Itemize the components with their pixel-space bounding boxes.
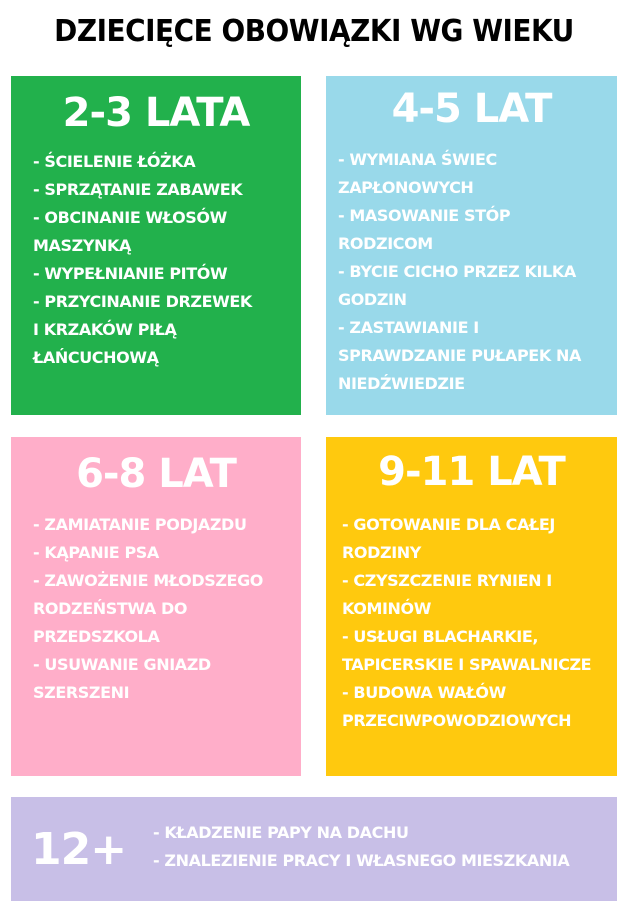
chore-item: SPRAWDZANIE PUŁAPEK NA [338,346,581,365]
chore-item: - BUDOWA WAŁÓW [342,683,506,702]
chore-item: ZAPŁONOWYCH [338,178,474,197]
page-title: DZIECIĘCE OBOWIĄZKI WG WIEKU [54,14,574,49]
chore-item: - KĄPANIE PSA [33,543,159,562]
age-box-2-3 [11,76,301,415]
age-heading: 9-11 LAT [378,449,565,495]
chore-item: KOMINÓW [342,599,431,618]
age-heading: 6-8 LAT [76,451,236,497]
chore-item: - USŁUGI BLACHARKIE, [342,627,539,646]
chore-item: - PRZYCINANIE DRZEWEK [33,292,252,311]
chore-item: - ŚCIELENIE ŁÓŻKA [33,152,196,171]
chore-item: RODZEŃSTWA DO [33,599,188,618]
chore-item: - USUWANIE GNIAZD [33,655,211,674]
chore-item: - SPRZĄTANIE ZABAWEK [33,180,243,199]
age-heading: 4-5 LAT [391,86,552,132]
chore-item: - OBCINANIE WŁOSÓW [33,208,227,227]
age-heading: 2-3 LATA [62,90,250,136]
chore-list [153,819,569,875]
chore-item: - WYPEŁNIANIE PITÓW [33,264,228,283]
chore-list [326,495,617,735]
chore-item: ŁAŃCUCHOWĄ [33,348,159,367]
chore-item: RODZINY [342,543,421,562]
chore-list [11,497,301,707]
chore-list [326,132,617,398]
chore-item: RODZICOM [338,234,433,253]
chore-item: TAPICERSKIE I SPAWALNICZE [342,655,592,674]
age-box-4-5 [326,76,617,415]
chore-item: - ZAMIATANIE PODJAZDU [33,515,247,534]
age-box-6-8 [11,437,301,776]
chore-list [11,136,301,372]
chore-item: - ZNALEZIENIE PRACY I WŁASNEGO MIESZKANIA [153,851,570,870]
chore-item: SZERSZENI [33,683,130,702]
chore-item: GODZIN [338,290,407,309]
chore-item: I KRZAKÓW PIŁĄ [33,320,177,339]
chore-item: - MASOWANIE STÓP [338,206,511,225]
age-box-9-11 [326,437,617,776]
chore-item: - BYCIE CICHO PRZEZ KILKA [338,262,576,281]
chore-item: - ZASTAWIANIE I [338,318,479,337]
chore-item: - ZAWOŻENIE MŁODSZEGO [33,571,263,590]
chore-item: - GOTOWANIE DLA CAŁEJ [342,515,555,534]
chore-item: PRZECIWPOWODZIOWYCH [342,711,572,730]
chore-item: - KŁADZENIE PAPY NA DACHU [153,823,409,842]
chore-item: PRZEDSZKOLA [33,627,160,646]
age-box-12-plus [11,797,617,901]
age-heading: 12+ [31,824,127,875]
chore-item: NIEDŹWIEDZIE [338,374,465,393]
chore-item: MASZYNKĄ [33,236,131,255]
chore-item: - WYMIANA ŚWIEC [338,150,497,169]
chore-item: - CZYSZCZENIE RYNIEN I [342,571,552,590]
